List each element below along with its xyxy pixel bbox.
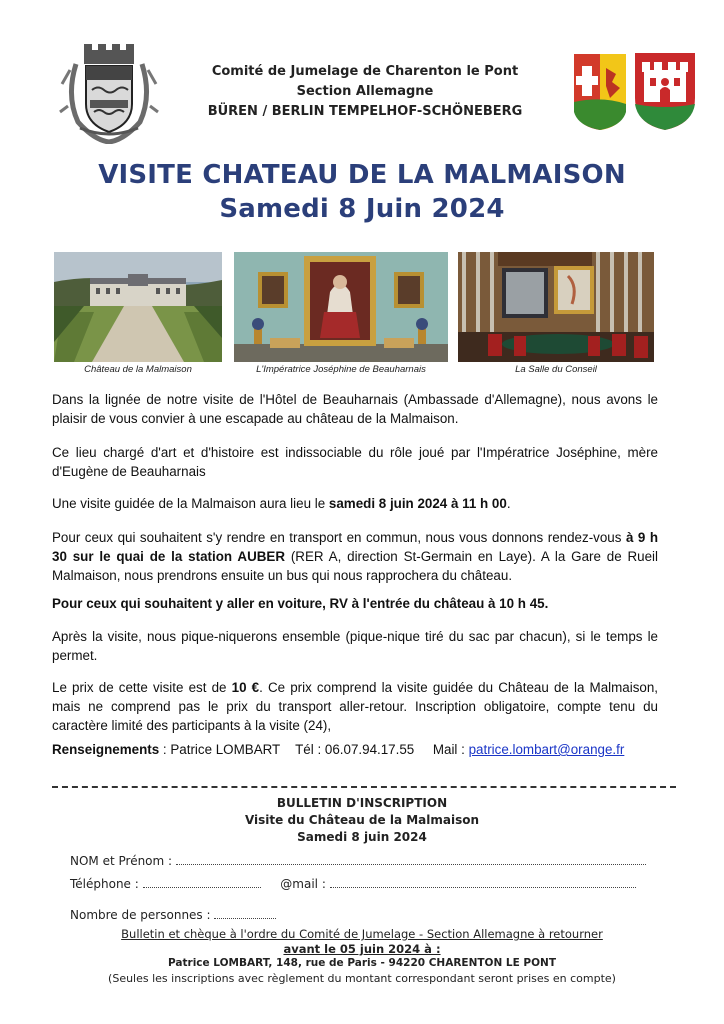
price-value: 10 € <box>231 680 260 695</box>
visit-datetime: samedi 8 juin 2024 à 11 h 00 <box>328 496 507 511</box>
contact-label: Renseignements <box>52 742 160 757</box>
transport-paragraph: Pour ceux qui souhaitent s'y rendre en transport en commun, nous vous donnons rendez-vous à 9 h 30 sur le quai de la station AUBER (RER A, direction St-Germain en Laye). A la Gare de Rueil Malmaison, nous prendrons ensuite un bus qui nous rapprochera du château. <box>52 530 659 583</box>
return-deadline: avant le 05 juin 2024 à : <box>283 942 441 956</box>
count-field-label: Nombre de personnes : <box>70 908 211 922</box>
price-paragraph: Le prix de cette visite est de 10 €. Ce prix comprend la visite guidée du Château de la Malmaison, mais ne comprend pas le prix du transport aller-retour. Inscription obligatoire, compte tenu du caractère limité des participants à la visite (24), <box>52 680 659 733</box>
contact-field-row <box>70 875 650 891</box>
email-field-label: @mail : <box>280 877 326 891</box>
email-field[interactable] <box>330 875 636 888</box>
visit-time-paragraph: Une visite guidée de la Malmaison aura lieu le samedi 8 juin 2024 à 11 h 00. <box>52 496 511 511</box>
name-field-label: NOM et Prénom : <box>70 854 173 868</box>
name-field-row <box>70 852 650 868</box>
org-section: Section Allemagne <box>296 84 434 99</box>
return-address: Patrice LOMBART, 148, rue de Paris - 94220 CHARENTON LE PONT <box>168 957 556 969</box>
salle-photo-caption: La Salle du Conseil <box>515 364 597 375</box>
form-heading: BULLETIN D'INSCRIPTION <box>276 796 448 810</box>
form-subheading: Visite du Château de la Malmaison <box>244 813 480 827</box>
name-field[interactable] <box>176 852 646 865</box>
count-field[interactable] <box>214 906 276 919</box>
contact-line: Renseignements : Patrice LOMBART Tél : 06.07.94.17.55 Mail : patrice.lombart@orange.fr <box>52 742 625 757</box>
org-name: Comité de Jumelage de Charenton le Pont <box>211 64 519 79</box>
event-title: VISITE CHATEAU DE LA MALMAISON <box>98 160 626 190</box>
contact-email-link[interactable]: patrice.lombart@orange.fr <box>468 742 625 757</box>
payment-footnote: (Seules les inscriptions avec règlement du montant correspondant seront prises en compte) <box>108 972 616 985</box>
josephine-portrait-photo <box>234 252 448 362</box>
meeting-point: à 9 h 30 sur le quai de la station AUBER <box>52 530 659 564</box>
contact-name: Patrice LOMBART <box>170 742 281 757</box>
picnic-paragraph: Après la visite, nous pique-niquerons ensemble (pique-nique tiré du sac par chacun), si le temps le permet. <box>52 629 658 663</box>
intro-paragraph: Dans la lignée de notre visite de l'Hôtel de Beauharnais (Ambassade d'Allemagne), nous avons le plaisir de vous convier à une escapade au château de la Malmaison. <box>52 392 658 426</box>
phone-field-label: Téléphone : <box>70 877 139 891</box>
salle-du-conseil-photo <box>458 252 654 362</box>
form-date: Samedi 8 juin 2024 <box>297 830 427 844</box>
bueren-coat-of-arms-logo <box>572 52 628 132</box>
chateau-photo-caption: Château de la Malmaison <box>84 364 192 375</box>
event-date-title: Samedi 8 Juin 2024 <box>219 194 505 224</box>
cut-line-divider <box>52 786 676 788</box>
tempelhof-schoeneberg-coat-of-arms-logo <box>632 50 698 132</box>
contact-phone: Tél : 06.07.94.17.55 <box>295 742 415 757</box>
count-field-row <box>70 906 650 922</box>
car-paragraph: Pour ceux qui souhaitent y aller en voiture, RV à l'entrée du château à 10 h 45. <box>52 596 549 611</box>
phone-field[interactable] <box>143 875 261 888</box>
org-partner-towns: BÜREN / BERLIN TEMPELHOF-SCHÖNEBERG <box>207 104 523 119</box>
chateau-photo <box>54 252 222 362</box>
return-instructions: Bulletin et chèque à l'ordre du Comité de Jumelage - Section Allemagne à retourner <box>121 927 603 941</box>
charenton-coat-of-arms-logo <box>58 36 160 144</box>
context-paragraph: Ce lieu chargé d'art et d'histoire est indissociable du rôle joué par l'Impératrice Joséphine, mère d'Eugène de Beauharnais <box>52 445 658 479</box>
josephine-photo-caption: L'Impératrice Joséphine de Beauharnais <box>256 364 426 375</box>
